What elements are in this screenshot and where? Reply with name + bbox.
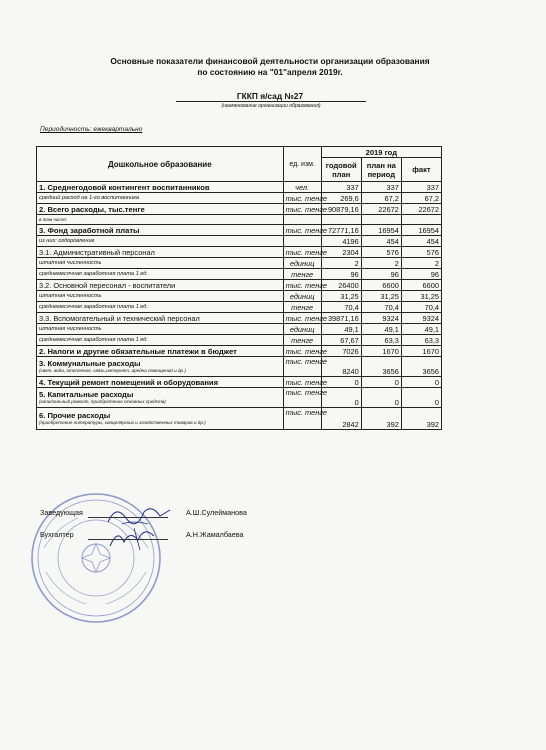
row-value-annual: 4196: [321, 236, 361, 247]
row-subnote: (свет, вода, отопление, связь,интернет, аредна помещений и др.): [39, 368, 186, 373]
row-value-annual: 337: [321, 182, 361, 193]
row-name-text: в том числе:: [39, 217, 68, 222]
row-value-annual: 31,25: [321, 291, 361, 302]
row-value-fact: 96: [401, 269, 441, 280]
row-name-text: штатная численность: [39, 259, 102, 266]
row-value-annual: 8240: [321, 357, 361, 377]
row-unit: тыс. тенге: [283, 313, 321, 324]
row-name-text: 3. Фонд заработной платы: [39, 225, 140, 235]
row-value-period: 454: [361, 236, 401, 247]
row-unit: [283, 236, 321, 247]
row-value-annual: 2842: [321, 408, 361, 430]
accountant-signature-line: [88, 539, 168, 540]
row-value-annual: 72771,16: [321, 225, 361, 236]
row-value-period: 576: [361, 247, 401, 258]
row-subnote: (приобретение литературы, канцелярских и хозяйственных товаров и др.): [39, 420, 206, 425]
header-fact: факт: [401, 158, 441, 182]
row-unit: тенге: [283, 335, 321, 346]
row-name: [37, 193, 284, 204]
row-unit: тыс. тенге: [283, 377, 321, 388]
row-value-fact: 3656: [401, 357, 441, 377]
row-unit: единиц: [283, 324, 321, 335]
row-value-fact: 6600: [401, 280, 441, 291]
table-row: [37, 408, 442, 430]
row-name: [37, 280, 284, 291]
row-name-text: среднемесячная заработная плата 1 ед.: [39, 303, 148, 310]
accountant-title: Бухгалтер: [40, 530, 74, 539]
row-value-period: 337: [361, 182, 401, 193]
row-name-text: 3. Коммунальные расходы: [39, 359, 141, 368]
row-value-period: 9324: [361, 313, 401, 324]
table-row: [37, 388, 442, 408]
row-value-fact: 392: [401, 408, 441, 430]
row-value-period: 0: [361, 388, 401, 408]
row-name-text: 1. Среднегодовой контингент воспитанников: [39, 182, 210, 192]
title-line-2: по состоянию на "01"апреля 2019г.: [197, 67, 343, 77]
row-unit: единиц: [283, 291, 321, 302]
row-value-period: 96: [361, 269, 401, 280]
row-unit: чел.: [283, 182, 321, 193]
row-name-text: 4. Текущий ремонт помещений и оборудования: [39, 377, 219, 387]
head-title: Заведующая: [40, 508, 83, 517]
row-value-period: 67,2: [361, 193, 401, 204]
row-name-text: 3.3. Вспомогательный и технический персонал: [39, 313, 200, 323]
row-name-text: средний расход на 1-го воспитанника: [39, 194, 139, 201]
table-row: [37, 280, 442, 291]
row-name: [37, 324, 284, 335]
table-row: [37, 236, 442, 247]
row-name: [37, 182, 284, 193]
row-value-fact: 63,3: [401, 335, 441, 346]
row-name-text: из них: оздоровление: [39, 237, 95, 244]
row-value-fact: 454: [401, 236, 441, 247]
row-value-fact: 67,2: [401, 193, 441, 204]
table-row: [37, 324, 442, 335]
row-value-annual: 2304: [321, 247, 361, 258]
row-name: [37, 291, 284, 302]
row-name: [37, 346, 284, 357]
row-value-period: 392: [361, 408, 401, 430]
table-row: [37, 291, 442, 302]
row-value-fact: 31,25: [401, 291, 441, 302]
document-title: [60, 56, 480, 78]
row-value-period: 2: [361, 258, 401, 269]
table-row: [37, 357, 442, 377]
row-unit: тыс. тенге: [283, 357, 321, 377]
row-value-period: [361, 215, 401, 225]
row-value-fact: 2: [401, 258, 441, 269]
row-unit: тыс. тенге: [283, 346, 321, 357]
row-value-annual: [321, 215, 361, 225]
header-name: Дошкольное образование: [37, 147, 284, 182]
accountant-name: А.Н.Жамалбаева: [186, 530, 244, 539]
row-value-annual: 70,4: [321, 302, 361, 313]
row-name-text: 3.1. Административный персонал: [39, 247, 155, 257]
header-year: 2019 год: [321, 147, 441, 158]
table-row: [37, 193, 442, 204]
row-value-fact: 0: [401, 377, 441, 388]
row-name: [37, 388, 284, 408]
head-name: А.Ш.Сулейманова: [186, 508, 247, 517]
table-row: [37, 215, 442, 225]
row-subnote: (капитальный ремонт, приобретение основных средств): [39, 399, 166, 404]
row-name-text: штатная численность: [39, 325, 102, 332]
table-row: [37, 258, 442, 269]
row-name-text: среднемесячная заработная плата 1 ед.: [39, 270, 148, 277]
row-value-annual: 67,67: [321, 335, 361, 346]
row-unit: тенге: [283, 302, 321, 313]
head-signature-line: [88, 517, 168, 518]
table-row: [37, 335, 442, 346]
row-value-annual: 0: [321, 377, 361, 388]
row-value-annual: 26400: [321, 280, 361, 291]
row-value-annual: 269,6: [321, 193, 361, 204]
organization-name: ГККП я/сад №27: [236, 91, 304, 101]
row-unit: тыс. тенге: [283, 280, 321, 291]
row-unit: тыс. тенге: [283, 408, 321, 430]
row-value-fact: 49,1: [401, 324, 441, 335]
header-annual-plan: годовой план: [321, 158, 361, 182]
row-name: [37, 225, 284, 236]
row-name-text: 5. Капитальные расходы: [39, 390, 134, 399]
row-value-period: 49,1: [361, 324, 401, 335]
row-name: [37, 247, 284, 258]
row-value-period: 1670: [361, 346, 401, 357]
title-line-1: Основные показатели финансовой деятельности организации образования: [110, 56, 430, 66]
row-unit: тыс. тенге: [283, 204, 321, 215]
row-name: [37, 204, 284, 215]
row-value-period: 6600: [361, 280, 401, 291]
row-name: [37, 408, 284, 430]
row-name-text: среднемесячная заработная плата 1 ед.: [39, 336, 148, 343]
row-unit: тыс. тенге: [283, 193, 321, 204]
row-value-fact: 16954: [401, 225, 441, 236]
row-name: [37, 377, 284, 388]
row-value-annual: 7026: [321, 346, 361, 357]
row-unit: тенге: [283, 269, 321, 280]
financial-indicators-table: [36, 146, 442, 430]
row-value-fact: 576: [401, 247, 441, 258]
row-name: [37, 313, 284, 324]
row-value-period: 16954: [361, 225, 401, 236]
row-unit: [283, 215, 321, 225]
row-name: [37, 258, 284, 269]
header-unit: ед. изм.: [283, 147, 321, 182]
row-value-annual: 90879,16: [321, 204, 361, 215]
row-value-period: 22672: [361, 204, 401, 215]
row-value-fact: 9324: [401, 313, 441, 324]
row-name-text: 2. Всего расходы, тыс.тенге: [39, 204, 145, 214]
table-row: [37, 204, 442, 215]
row-value-period: 63,3: [361, 335, 401, 346]
table-row: [37, 182, 442, 193]
row-value-period: 3656: [361, 357, 401, 377]
row-name: [37, 215, 284, 225]
row-value-fact: [401, 215, 441, 225]
row-name: [37, 269, 284, 280]
row-value-annual: 96: [321, 269, 361, 280]
row-name-text: штатная численность: [39, 292, 102, 299]
row-value-period: 31,25: [361, 291, 401, 302]
row-value-annual: 0: [321, 388, 361, 408]
row-value-fact: 1670: [401, 346, 441, 357]
row-unit: единиц: [283, 258, 321, 269]
organization-caption: (наименование организации образования): [221, 103, 321, 109]
table-row: [37, 269, 442, 280]
row-name-text: 3.2. Основной пересонал - воспитатели: [39, 280, 176, 290]
table-body: [37, 182, 442, 430]
table-row: [37, 313, 442, 324]
table-row: [37, 225, 442, 236]
row-value-period: 70,4: [361, 302, 401, 313]
row-value-annual: 39871,16: [321, 313, 361, 324]
row-unit: тыс. тенге: [283, 247, 321, 258]
table-row: [37, 346, 442, 357]
header-period-plan: план на период: [361, 158, 401, 182]
row-name: [37, 357, 284, 377]
table-row: [37, 247, 442, 258]
organization-underline: [176, 101, 366, 102]
table-row: [37, 302, 442, 313]
row-name: [37, 335, 284, 346]
row-value-annual: 49,1: [321, 324, 361, 335]
row-value-fact: 337: [401, 182, 441, 193]
row-name: [37, 302, 284, 313]
row-name-text: 2. Налоги и другие обязательные платежи в бюджет: [39, 346, 237, 356]
table-row: [37, 377, 442, 388]
row-name: [37, 236, 284, 247]
periodicity-label: Периодичность: ежеквартально: [40, 126, 143, 133]
row-name-text: 6. Прочие расходы: [39, 411, 111, 420]
accountant-signature: [104, 522, 164, 552]
row-unit: тыс. тенге: [283, 388, 321, 408]
row-value-fact: 22672: [401, 204, 441, 215]
row-value-fact: 70,4: [401, 302, 441, 313]
row-unit: тыс. тенге: [283, 225, 321, 236]
row-value-fact: 0: [401, 388, 441, 408]
row-value-period: 0: [361, 377, 401, 388]
row-value-annual: 2: [321, 258, 361, 269]
